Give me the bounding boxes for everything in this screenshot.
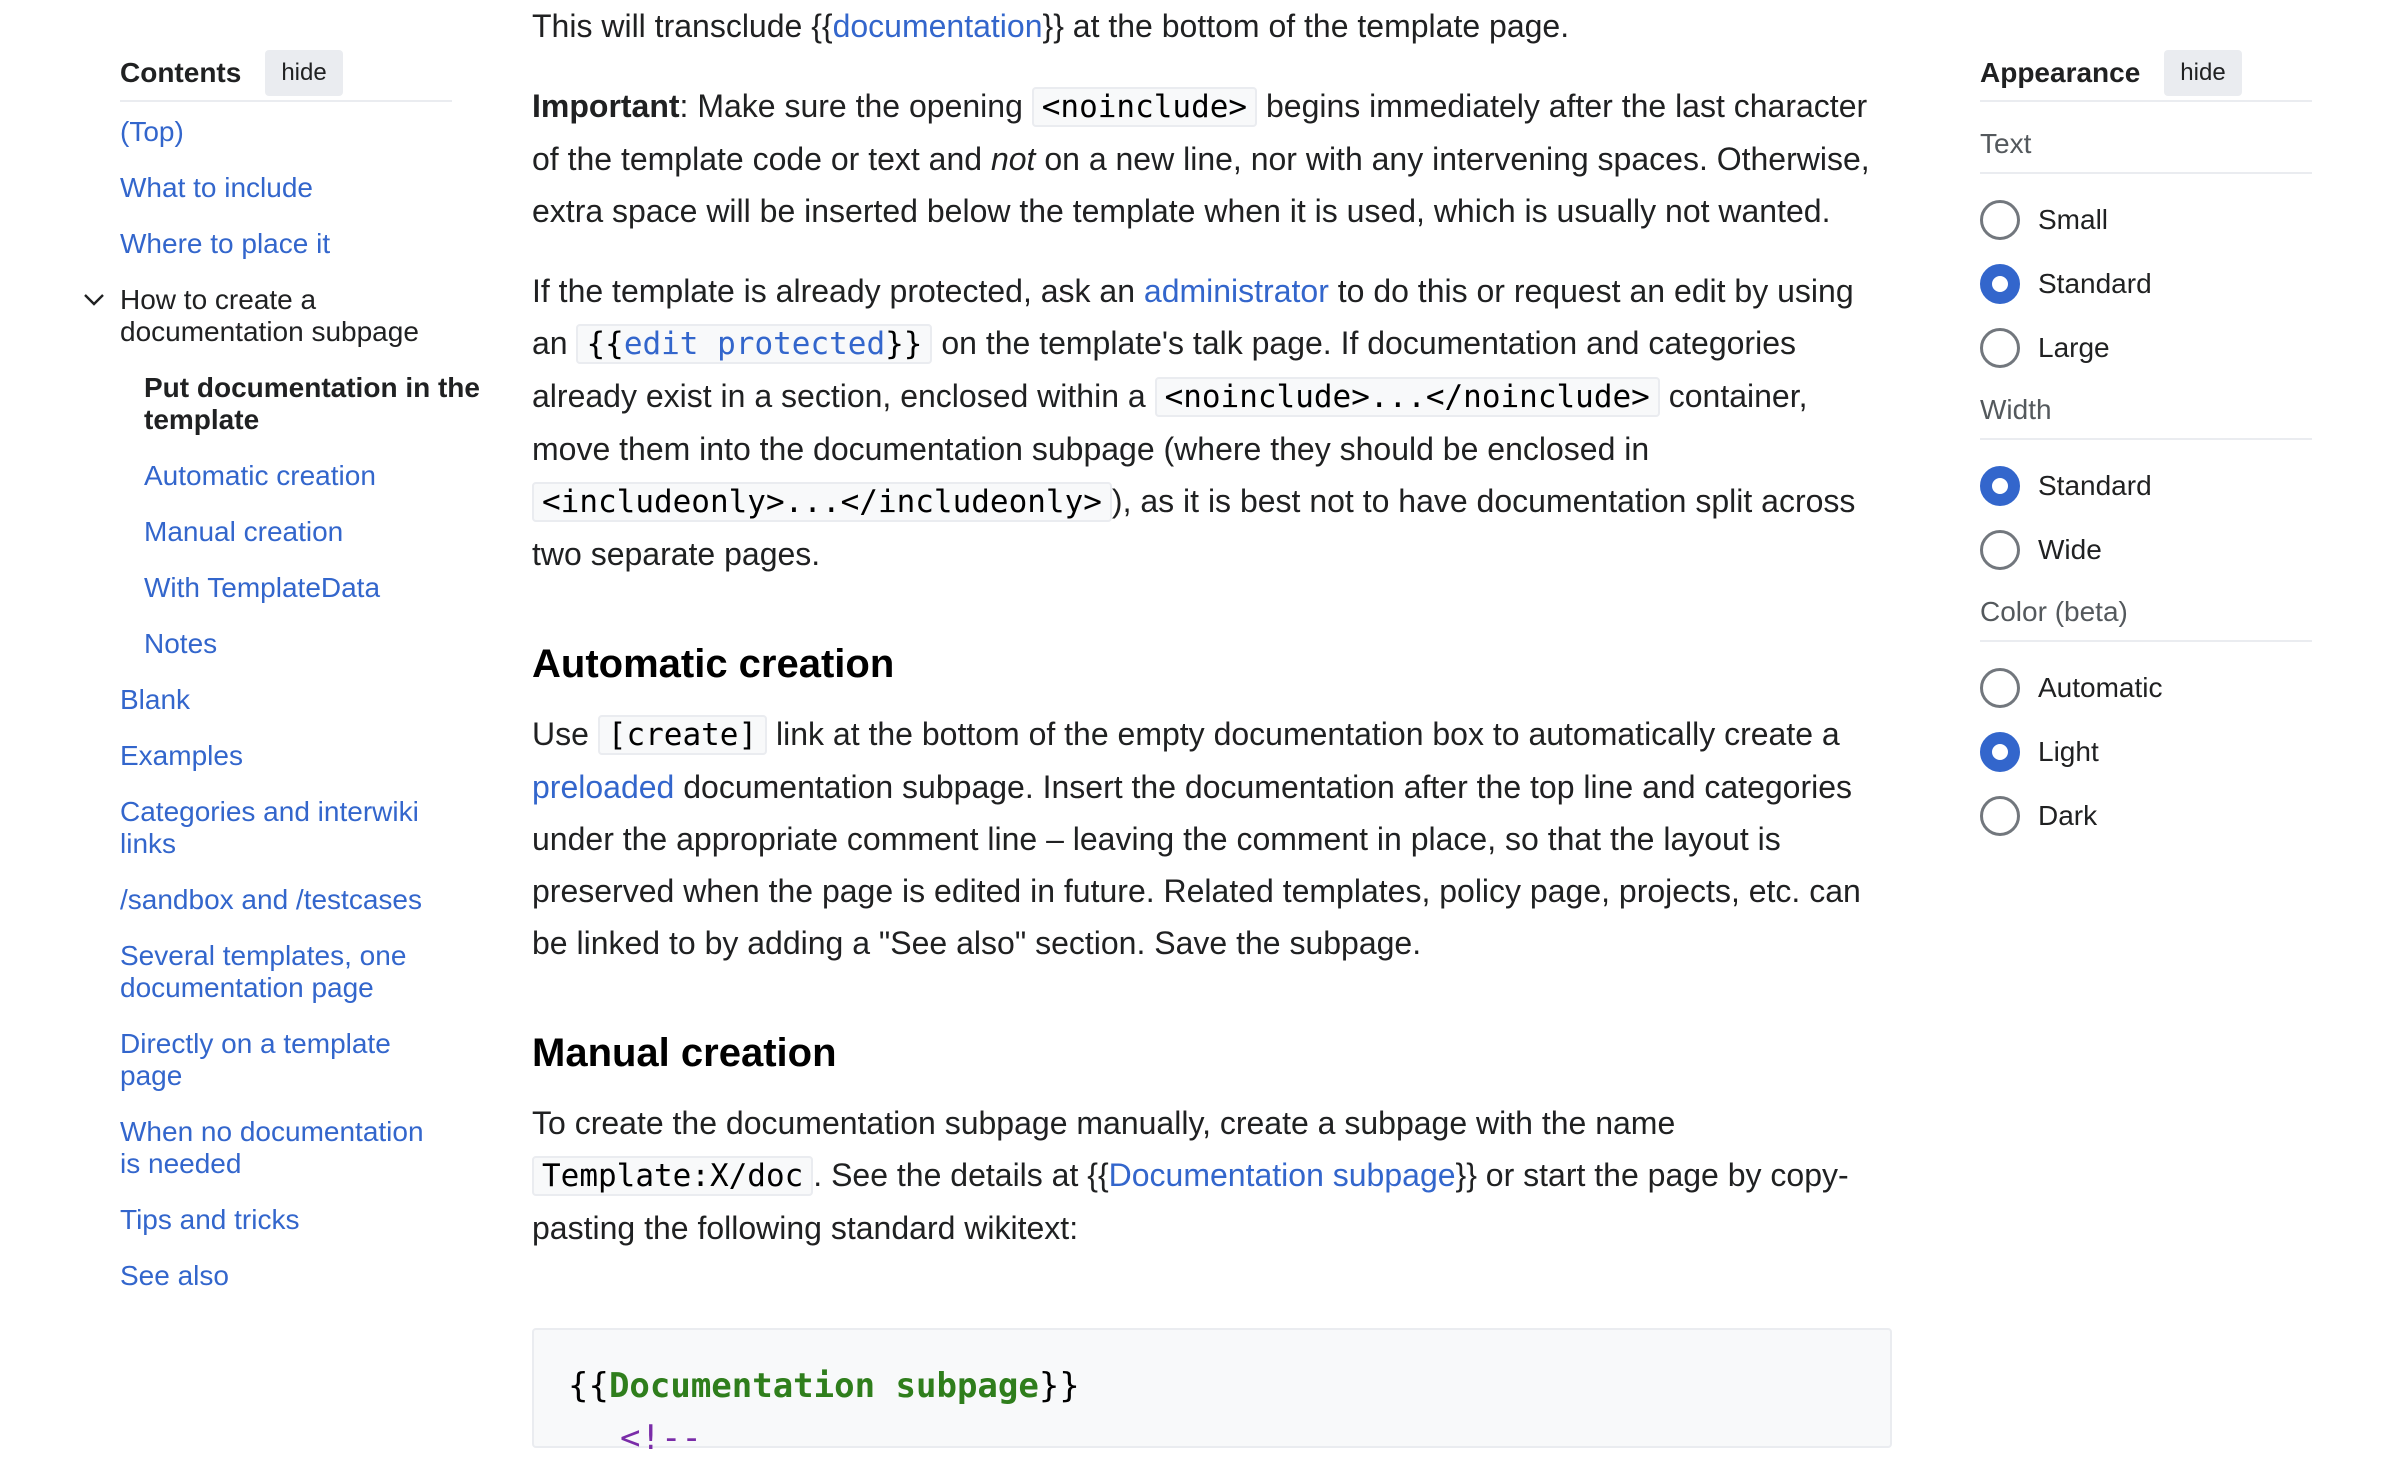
code-create: [create] bbox=[598, 715, 767, 755]
emphasis-not: not bbox=[990, 141, 1036, 177]
text: on a new line, nor with any intervening spaces. Otherwise, extra space will be inserted below the template when it is used, which is usually not wanted. bbox=[532, 141, 1870, 229]
article-content bbox=[532, 0, 1892, 1458]
heading-automatic-creation: Automatic creation bbox=[532, 642, 895, 686]
paragraph-transclude bbox=[532, 0, 1892, 52]
toc-item-directly-on-template[interactable]: Directly on a template page bbox=[120, 1028, 391, 1091]
code-noinclude: <noinclude> bbox=[1032, 87, 1257, 127]
radio-label: Automatic bbox=[2038, 672, 2163, 703]
text: This will transclude {{ bbox=[532, 8, 833, 44]
width-options bbox=[1980, 466, 2312, 570]
radio-option-large[interactable] bbox=[1980, 328, 2312, 368]
text: }} or start the page by copy-pasting the following standard wikitext: bbox=[532, 1157, 1849, 1246]
link-documentation[interactable]: documentation bbox=[832, 8, 1043, 44]
heading-manual-creation: Manual creation bbox=[532, 1031, 837, 1075]
paragraph-manual bbox=[532, 1097, 1892, 1254]
radio-button[interactable] bbox=[1980, 732, 2020, 772]
code-block bbox=[532, 1328, 1892, 1458]
text: . See the details at {{ bbox=[813, 1157, 1109, 1193]
radio-label: Standard bbox=[2038, 470, 2152, 501]
code-line-2: <!-- bbox=[620, 1418, 702, 1458]
appearance-hide-button[interactable]: hide bbox=[2164, 50, 2241, 96]
toc-item-with-templatedata[interactable]: With TemplateData bbox=[144, 572, 381, 603]
code-noinclude-container: <noinclude>...</noinclude> bbox=[1155, 377, 1660, 417]
toc-item-where-to-place[interactable]: Where to place it bbox=[120, 228, 331, 259]
text: on the template's talk page. If documentation and categories already exist in a section, enclosed within a bbox=[532, 325, 1796, 414]
toc-title: Contents bbox=[120, 57, 242, 88]
table-of-contents bbox=[120, 50, 500, 1316]
text: ), as it is best not to have documentation split across two separate pages. bbox=[532, 483, 1856, 572]
toc-item-put-documentation[interactable]: Put documentation in the template bbox=[144, 372, 480, 435]
radio-label: Light bbox=[2038, 736, 2099, 767]
toc-item-how-to-create-label: How to create a documentation subpage bbox=[120, 284, 419, 347]
toc-item-how-to-create[interactable] bbox=[120, 284, 450, 348]
paragraph-automatic bbox=[532, 708, 1892, 969]
code-template-doc: Template:X/doc bbox=[532, 1156, 813, 1196]
radio-label: Small bbox=[2038, 204, 2109, 235]
important-label: Important bbox=[532, 88, 680, 124]
toc-list bbox=[120, 116, 500, 1292]
radio-label: Standard bbox=[2038, 268, 2152, 299]
text: {{ bbox=[586, 326, 624, 362]
link-documentation-subpage[interactable]: Documentation subpage bbox=[1108, 1157, 1456, 1193]
code-edit-protected bbox=[576, 324, 932, 364]
toc-item-several-templates[interactable]: Several templates, one documentation page bbox=[120, 940, 407, 1003]
radio-label: Dark bbox=[2038, 800, 2098, 831]
text-size-options bbox=[1980, 200, 2312, 368]
radio-option-automatic[interactable] bbox=[1980, 668, 2312, 708]
text: link at the bottom of the empty documentation box to automatically create a bbox=[767, 716, 1840, 752]
text: {{ bbox=[568, 1366, 609, 1406]
paragraph-important bbox=[532, 80, 1892, 237]
radio-option-dark[interactable] bbox=[1980, 796, 2312, 836]
toc-item-examples[interactable]: Examples bbox=[120, 740, 243, 771]
radio-button[interactable] bbox=[1980, 200, 2020, 240]
radio-option-small[interactable] bbox=[1980, 200, 2312, 240]
text: }} bbox=[885, 326, 923, 362]
toc-header bbox=[120, 50, 452, 102]
text: Use bbox=[532, 716, 598, 752]
radio-label: Large bbox=[2038, 332, 2110, 363]
text-size-label: Text bbox=[1980, 128, 2312, 174]
radio-button[interactable] bbox=[1980, 264, 2020, 304]
code-includeonly: <includeonly>...</includeonly> bbox=[532, 482, 1112, 522]
appearance-panel bbox=[1980, 50, 2312, 852]
link-preloaded[interactable]: preloaded bbox=[532, 769, 675, 805]
chevron-down-icon[interactable] bbox=[82, 288, 106, 312]
color-options bbox=[1980, 668, 2312, 836]
text: }} at the bottom of the template page. bbox=[1042, 8, 1570, 44]
paragraph-protected bbox=[532, 265, 1892, 580]
radio-button[interactable] bbox=[1980, 530, 2020, 570]
text: : Make sure the opening bbox=[679, 88, 1032, 124]
radio-button[interactable] bbox=[1980, 328, 2020, 368]
color-label: Color (beta) bbox=[1980, 596, 2312, 642]
toc-item-what-to-include[interactable]: What to include bbox=[120, 172, 313, 203]
text: }} bbox=[1038, 1366, 1080, 1406]
appearance-header bbox=[1980, 50, 2312, 102]
toc-hide-button[interactable]: hide bbox=[265, 50, 342, 96]
text: To create the documentation subpage manually, create a subpage with the name bbox=[532, 1105, 1676, 1141]
radio-option-standard-text[interactable] bbox=[1980, 264, 2312, 304]
text: begins immediately after the last character of the template code or text and bbox=[532, 88, 1868, 177]
toc-item-notes[interactable]: Notes bbox=[144, 628, 218, 659]
code-line-1 bbox=[568, 1360, 1856, 1412]
width-label: Width bbox=[1980, 394, 2312, 440]
toc-item-automatic-creation[interactable]: Automatic creation bbox=[144, 460, 376, 491]
text: If the template is already protected, ask an bbox=[532, 273, 1144, 309]
toc-item-categories-interwiki[interactable]: Categories and interwiki links bbox=[120, 796, 419, 859]
toc-item-blank[interactable]: Blank bbox=[120, 684, 191, 715]
toc-item-sandbox-testcases[interactable]: /sandbox and /testcases bbox=[120, 884, 422, 915]
radio-option-standard-width[interactable] bbox=[1980, 466, 2312, 506]
radio-button[interactable] bbox=[1980, 466, 2020, 506]
toc-item-manual-creation[interactable]: Manual creation bbox=[144, 516, 344, 547]
text: container, move them into the documentation subpage (where they should be enclosed in bbox=[532, 378, 1808, 467]
text: documentation subpage. Insert the documentation after the top line and categories under the appropriate comment line – leaving the comment in place, so that the layout is preserved when the page is edited in future. Related templates, policy page, projects, etc. can be linked to by adding a "See also" section. Save the subpage. bbox=[532, 769, 1861, 961]
toc-item-no-documentation[interactable]: When no documentation is needed bbox=[120, 1116, 424, 1179]
toc-item-see-also[interactable]: See also bbox=[120, 1260, 229, 1291]
radio-button[interactable] bbox=[1980, 796, 2020, 836]
radio-button[interactable] bbox=[1980, 668, 2020, 708]
toc-item-tips-tricks[interactable]: Tips and tricks bbox=[120, 1204, 300, 1235]
radio-option-light[interactable] bbox=[1980, 732, 2312, 772]
link-edit-protected[interactable]: edit protected bbox=[623, 326, 886, 362]
appearance-title: Appearance bbox=[1980, 57, 2141, 88]
radio-label: Wide bbox=[2038, 534, 2102, 565]
template-name: Documentation subpage bbox=[608, 1366, 1039, 1406]
link-administrator[interactable]: administrator bbox=[1143, 273, 1329, 309]
toc-item-top[interactable]: (Top) bbox=[120, 116, 184, 147]
radio-option-wide[interactable] bbox=[1980, 530, 2312, 570]
text: to do this or request an edit by using an bbox=[532, 273, 1854, 361]
